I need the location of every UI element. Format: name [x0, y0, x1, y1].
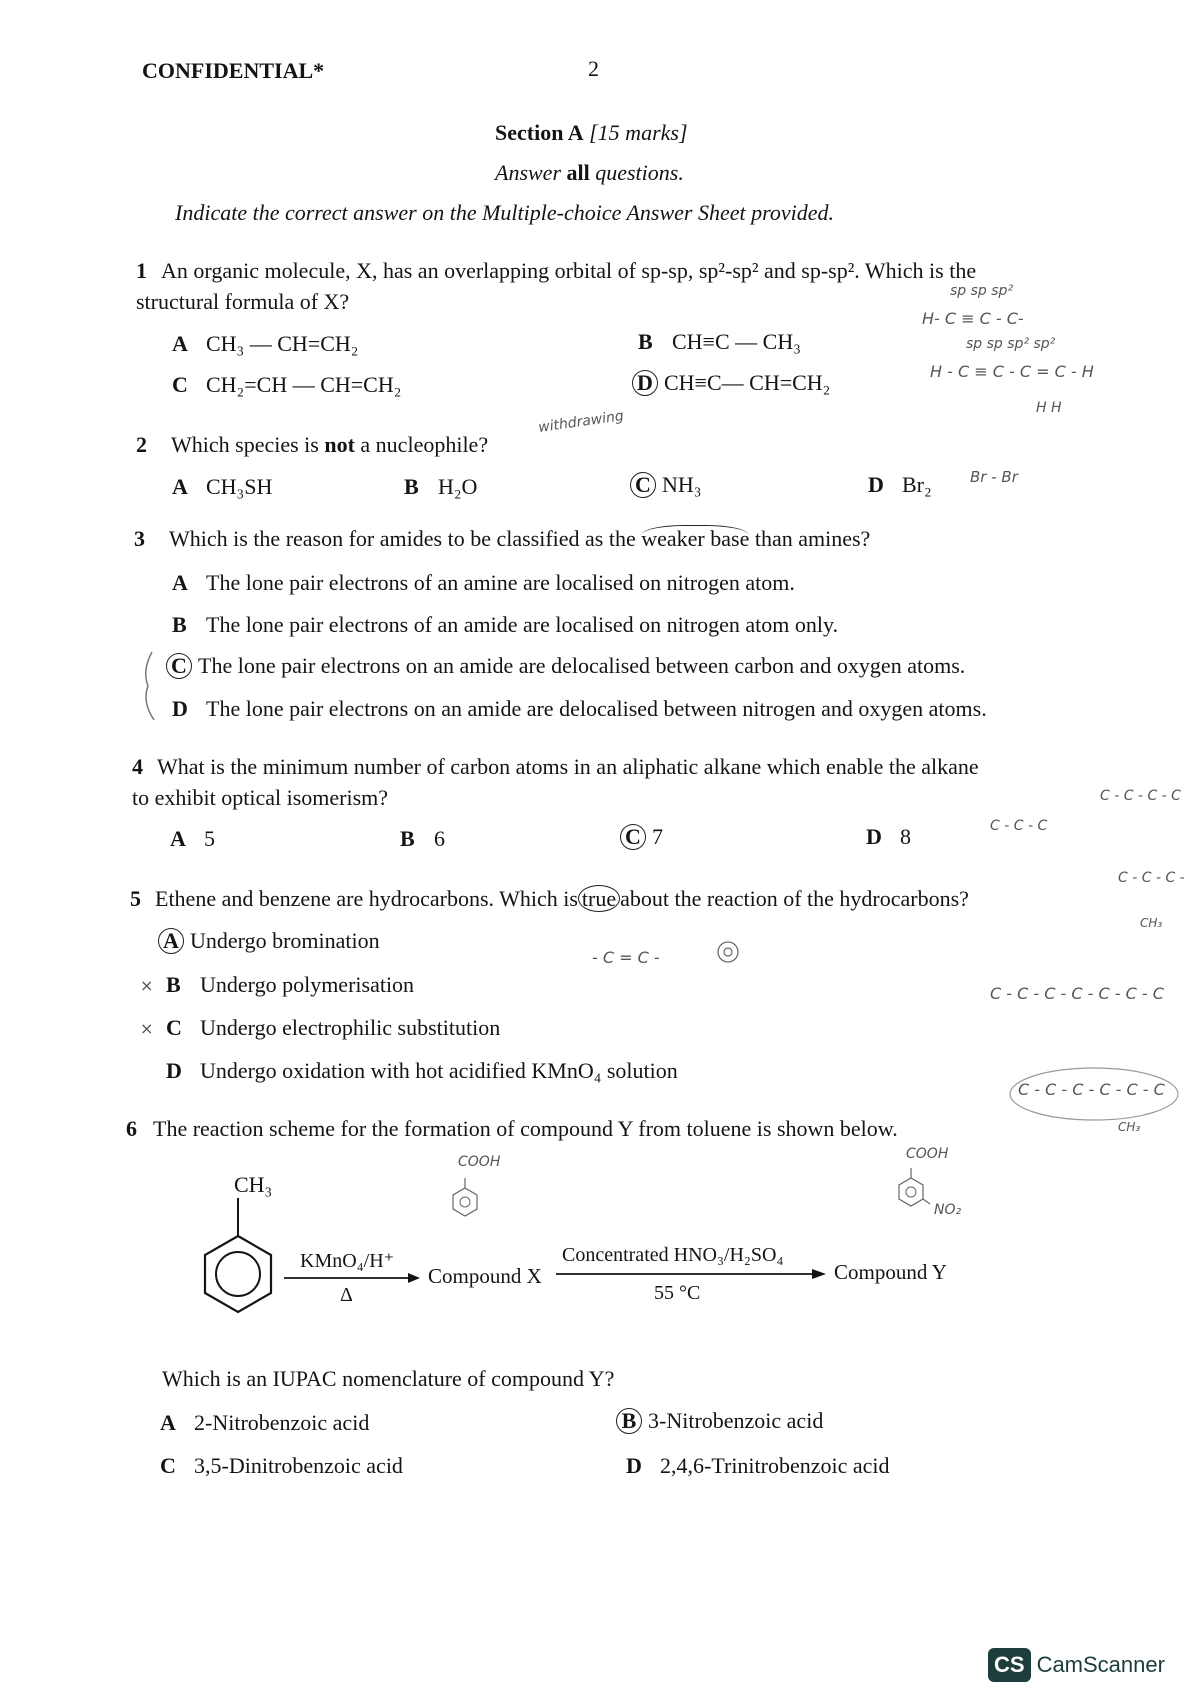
- hw-q6-cooh-1: COOH: [458, 1154, 501, 1170]
- hw-q6-benzoic-sketch: [450, 1178, 480, 1222]
- q6-option-a[interactable]: [160, 1410, 369, 1436]
- q4-option-d[interactable]: [866, 824, 911, 850]
- q5-option-a-letter-circled: A: [158, 928, 184, 954]
- q3-text-before: Which is the reason for amides to be classified as the: [169, 526, 636, 551]
- q2-option-d[interactable]: [868, 472, 932, 498]
- q1-option-b-letter: B: [638, 329, 653, 354]
- confidential-header: CONFIDENTIAL*: [142, 58, 325, 83]
- q3-option-a-letter: A: [172, 570, 188, 595]
- q2-option-d-letter: D: [868, 472, 884, 497]
- hw-q2-note: withdrawing: [537, 408, 625, 436]
- scheme-reagent-2-top: Concentrated HNO₃/H₂SO₄: [562, 1244, 784, 1266]
- q5-option-d-letter: D: [166, 1058, 182, 1083]
- q2-option-a[interactable]: [172, 474, 272, 500]
- answer-sheet-note: Indicate the correct answer on the Multiple-choice Answer Sheet provided.: [175, 200, 835, 225]
- q6-question: Which is an IUPAC nomenclature of compound Y?: [162, 1366, 615, 1391]
- scheme-reagent-1-bottom: Δ: [340, 1284, 353, 1306]
- q6-option-a-letter: A: [160, 1410, 176, 1435]
- q3-option-b-letter: B: [172, 612, 187, 637]
- scheme-reagent-2-bottom: 55 °C: [654, 1282, 701, 1304]
- hw-q1-orbitals-1: sp sp sp²: [950, 283, 1014, 299]
- q3-handwritten-bracket: [140, 650, 160, 722]
- q1-option-d[interactable]: [636, 370, 830, 396]
- q3-text: [134, 526, 870, 552]
- q1-text: An organic molecule, X, has an overlapping orbital of sp-sp, sp²-sp² and sp-sp². Which is the: [161, 258, 977, 283]
- q5-option-a-text: Undergo bromination: [190, 928, 380, 953]
- q5-option-b-text: Undergo polymerisation: [200, 972, 415, 997]
- q1-option-d-letter-circled: D: [632, 370, 658, 396]
- q5-option-d-text: Undergo oxidation with hot acidified KMnO₄ solution: [200, 1058, 678, 1083]
- q4-option-b-text: 6: [434, 826, 445, 851]
- q2-text-before: Which species is: [171, 432, 319, 457]
- hw-q2-br: Br - Br: [970, 468, 1018, 486]
- q3-option-a[interactable]: [172, 570, 795, 596]
- q6-option-c-letter: C: [160, 1453, 176, 1478]
- hw-q6-nitrobenzoic-sketch: [896, 1168, 926, 1212]
- q6-option-d-text: 2,4,6-Trinitrobenzoic acid: [660, 1453, 890, 1478]
- q6-option-b-text: 3-Nitrobenzoic acid: [648, 1408, 824, 1433]
- q2-option-b-text: H₂O: [438, 474, 478, 499]
- q2-text-bold: not: [324, 432, 355, 457]
- q5-option-b[interactable]: [166, 972, 414, 998]
- q2-text-after: a nucleophile?: [360, 432, 489, 457]
- q3-option-b-text: The lone pair electrons of an amide are localised on nitrogen atom only.: [206, 612, 839, 637]
- camscanner-text: CamScanner: [1036, 1652, 1165, 1677]
- q3-option-c-letter-circled: C: [166, 653, 192, 679]
- q3-option-d[interactable]: [172, 696, 987, 722]
- q6-option-d[interactable]: [626, 1453, 890, 1479]
- q5-text-before: Ethene and benzene are hydrocarbons. Which is: [155, 886, 578, 911]
- hw-q4-chain-3: C - C - C -: [1118, 870, 1185, 886]
- q5-circled-word: true: [578, 885, 620, 912]
- instruction-part-1: Answer: [495, 160, 561, 185]
- hw-q5-chain-2: C - C - C - C - C - C: [1018, 1080, 1165, 1099]
- q2-text: [136, 432, 488, 458]
- q1-number: 1: [136, 258, 147, 283]
- section-heading: [495, 120, 688, 146]
- q2-option-c[interactable]: [634, 472, 701, 498]
- hw-q5-benzene-sketch: [716, 940, 740, 964]
- q3-option-d-text: The lone pair electrons on an amide are delocalised between nitrogen and oxygen atoms.: [206, 696, 987, 721]
- hw-q5-cross-b: ×: [140, 976, 154, 995]
- q2-number: 2: [136, 432, 147, 457]
- q3-text-after: than amines?: [754, 526, 871, 551]
- q4-option-b[interactable]: [400, 826, 445, 852]
- hw-q5-ch3: CH₃: [1118, 1120, 1141, 1134]
- section-marks: [15 marks]: [589, 120, 688, 145]
- q4-option-d-text: 8: [900, 824, 911, 849]
- q5-option-c[interactable]: [166, 1015, 500, 1041]
- q1-option-d-text: CH≡C— CH=CH₂: [664, 370, 831, 395]
- q4-option-d-letter: D: [866, 824, 882, 849]
- q5-option-c-text: Undergo electrophilic substitution: [200, 1015, 501, 1040]
- hw-q4-chain-2: C - C - C: [990, 818, 1048, 834]
- q6-text: [126, 1116, 898, 1142]
- q5-option-c-letter: C: [166, 1015, 182, 1040]
- q6-option-c-text: 3,5-Dinitrobenzoic acid: [194, 1453, 403, 1478]
- q3-option-d-letter: D: [172, 696, 188, 721]
- q4-option-c-letter-circled: C: [620, 824, 646, 850]
- q4-text: What is the minimum number of carbon atoms in an aliphatic alkane which enable the alkane: [157, 754, 979, 779]
- q5-text-after: about the reaction of the hydrocarbons?: [620, 886, 969, 911]
- q1-option-a[interactable]: [172, 331, 358, 357]
- camscanner-logo-icon: CS: [988, 1648, 1031, 1682]
- q6-option-b[interactable]: [620, 1408, 823, 1434]
- q2-option-c-letter-circled: C: [630, 472, 656, 498]
- q5-option-d[interactable]: [166, 1058, 678, 1084]
- q5-option-a[interactable]: [162, 928, 380, 954]
- hw-q6-cooh-2: COOH: [906, 1146, 949, 1162]
- q1-text-line1: [136, 258, 976, 284]
- q5-option-b-letter: B: [166, 972, 181, 997]
- q1-option-c-text: CH₂=CH — CH=CH₂: [206, 372, 402, 397]
- instruction-part-3: questions.: [595, 160, 684, 185]
- scheme-arrow-1: [284, 1272, 420, 1284]
- hw-q5-cross-c: ×: [140, 1019, 154, 1038]
- q3-number: 3: [134, 526, 145, 551]
- section-title: Section A: [495, 120, 584, 145]
- q4-text-line2: to exhibit optical isomerism?: [132, 785, 389, 810]
- scheme-product-1: Compound X: [428, 1264, 542, 1288]
- q3-option-c-text: The lone pair electrons on an amide are delocalised between carbon and oxygen atoms.: [198, 653, 966, 678]
- q3-circled-phrase: weaker base: [641, 526, 750, 551]
- q6-option-b-letter-circled: B: [616, 1408, 642, 1434]
- scheme-reagent-1-top: KMnO₄/H⁺: [300, 1250, 395, 1272]
- q1-option-a-letter: A: [172, 331, 188, 356]
- q1-option-a-text: CH₃ — CH=CH₂: [206, 331, 359, 356]
- q4-option-a-letter: A: [170, 826, 186, 851]
- q2-option-b-letter: B: [404, 474, 419, 499]
- hw-q5-ethene: - C = C -: [592, 948, 660, 967]
- hw-q1-h: H H: [1036, 400, 1062, 416]
- q4-option-c[interactable]: [624, 824, 663, 850]
- scheme-substituent-ch3: CH₃: [234, 1172, 273, 1197]
- q2-option-b[interactable]: [404, 474, 477, 500]
- hw-q6-no2: NO₂: [934, 1202, 962, 1218]
- q3-option-a-text: The lone pair electrons of an amine are localised on nitrogen atom.: [206, 570, 795, 595]
- q5-number: 5: [130, 886, 141, 911]
- hw-q4-chain-1: C - C - C - C: [1100, 788, 1181, 804]
- scheme-arrow-2: [556, 1268, 826, 1280]
- hw-q5-chain-1: C - C - C - C - C - C - C: [990, 984, 1164, 1003]
- hw-q1-orbitals-2: sp sp sp² sp²: [966, 336, 1056, 352]
- camscanner-watermark: [988, 1648, 1165, 1682]
- section-instruction: [495, 160, 684, 186]
- q1-option-b-text: CH≡C — CH₃: [672, 329, 801, 354]
- q6-option-a-text: 2-Nitrobenzoic acid: [194, 1410, 370, 1435]
- q5-text: [130, 886, 969, 912]
- q1-option-b[interactable]: [638, 329, 801, 355]
- q3-option-b[interactable]: [172, 612, 838, 638]
- q6-option-d-letter: D: [626, 1453, 642, 1478]
- q4-option-b-letter: B: [400, 826, 415, 851]
- q4-option-a-text: 5: [204, 826, 215, 851]
- hw-q1-structure-2: H - C ≡ C - C = C - H: [930, 362, 1094, 381]
- q4-text-line1: [132, 754, 979, 780]
- q1-text-line2: structural formula of X?: [136, 289, 350, 314]
- hw-q4-ch3: CH₃: [1140, 916, 1163, 930]
- q1-option-c[interactable]: [172, 372, 401, 398]
- instruction-part-2: all: [566, 160, 590, 185]
- q1-option-c-letter: C: [172, 372, 188, 397]
- q6-option-c[interactable]: [160, 1453, 403, 1479]
- q6-number: 6: [126, 1116, 137, 1141]
- q2-option-a-text: CH₃SH: [206, 474, 273, 499]
- toluene-structure: [198, 1198, 278, 1330]
- q4-number: 4: [132, 754, 143, 779]
- q4-option-c-text: 7: [652, 824, 663, 849]
- q2-option-d-text: Br₂: [902, 472, 932, 497]
- page-number: 2: [588, 56, 599, 81]
- q6-text-body: The reaction scheme for the formation of compound Y from toluene is shown below.: [153, 1116, 898, 1141]
- q3-option-c[interactable]: [170, 653, 965, 679]
- scheme-product-2: Compound Y: [834, 1260, 947, 1284]
- q4-option-a[interactable]: [170, 826, 215, 852]
- q2-option-a-letter: A: [172, 474, 188, 499]
- q2-option-c-text: NH₃: [662, 472, 702, 497]
- hw-q1-structure-1: H- C ≡ C - C-: [922, 309, 1024, 328]
- hw-q5-circled-chain: [1008, 1064, 1180, 1124]
